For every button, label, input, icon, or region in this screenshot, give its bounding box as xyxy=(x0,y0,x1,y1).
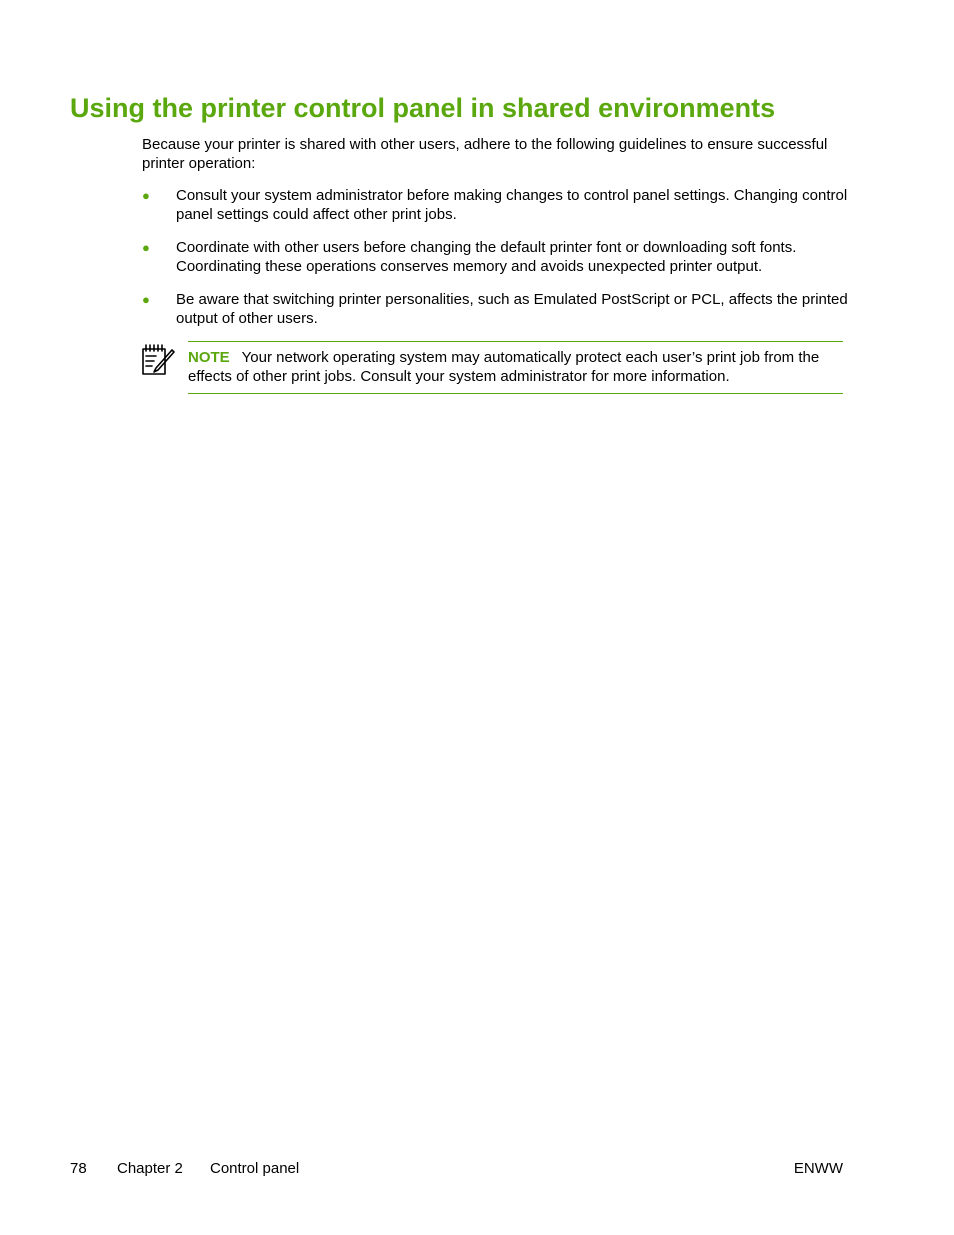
note-label: NOTE xyxy=(188,349,230,366)
note-pad-icon xyxy=(139,343,175,377)
list-item xyxy=(142,238,854,276)
note-text: Your network operating system may automatically protect each user’s print job from the effects of other print jobs. Consult your system administrator for more information. xyxy=(188,349,820,385)
list-item xyxy=(142,186,854,224)
list-item-text: Coordinate with other users before changing the default printer font or downloading soft fonts. Coordinating these operations conserves memory and avoids unexpected printer output. xyxy=(176,239,797,275)
footer-section: Control panel xyxy=(210,1160,300,1177)
list-item xyxy=(142,290,854,328)
intro-paragraph: Because your printer is shared with other users, adhere to the following guidelines to ensure successful printer operation: xyxy=(142,136,828,172)
footer-chapter: Chapter 2 xyxy=(117,1160,183,1177)
page-title: Using the printer control panel in shared environments xyxy=(70,93,776,123)
list-item-text: Be aware that switching printer personalities, such as Emulated PostScript or PCL, affects the printed output of other users. xyxy=(176,291,848,327)
bullet-icon: ● xyxy=(142,188,150,203)
guidelines-list xyxy=(142,186,854,342)
note-box xyxy=(188,341,843,394)
list-item-text: Consult your system administrator before making changes to control panel settings. Changing control panel settings could affect other print jobs. xyxy=(176,187,848,223)
footer-doc-code: ENWW xyxy=(793,1160,843,1177)
bullet-icon: ● xyxy=(142,240,150,255)
bullet-icon: ● xyxy=(142,292,150,307)
footer-page-number: 78 xyxy=(70,1160,87,1177)
